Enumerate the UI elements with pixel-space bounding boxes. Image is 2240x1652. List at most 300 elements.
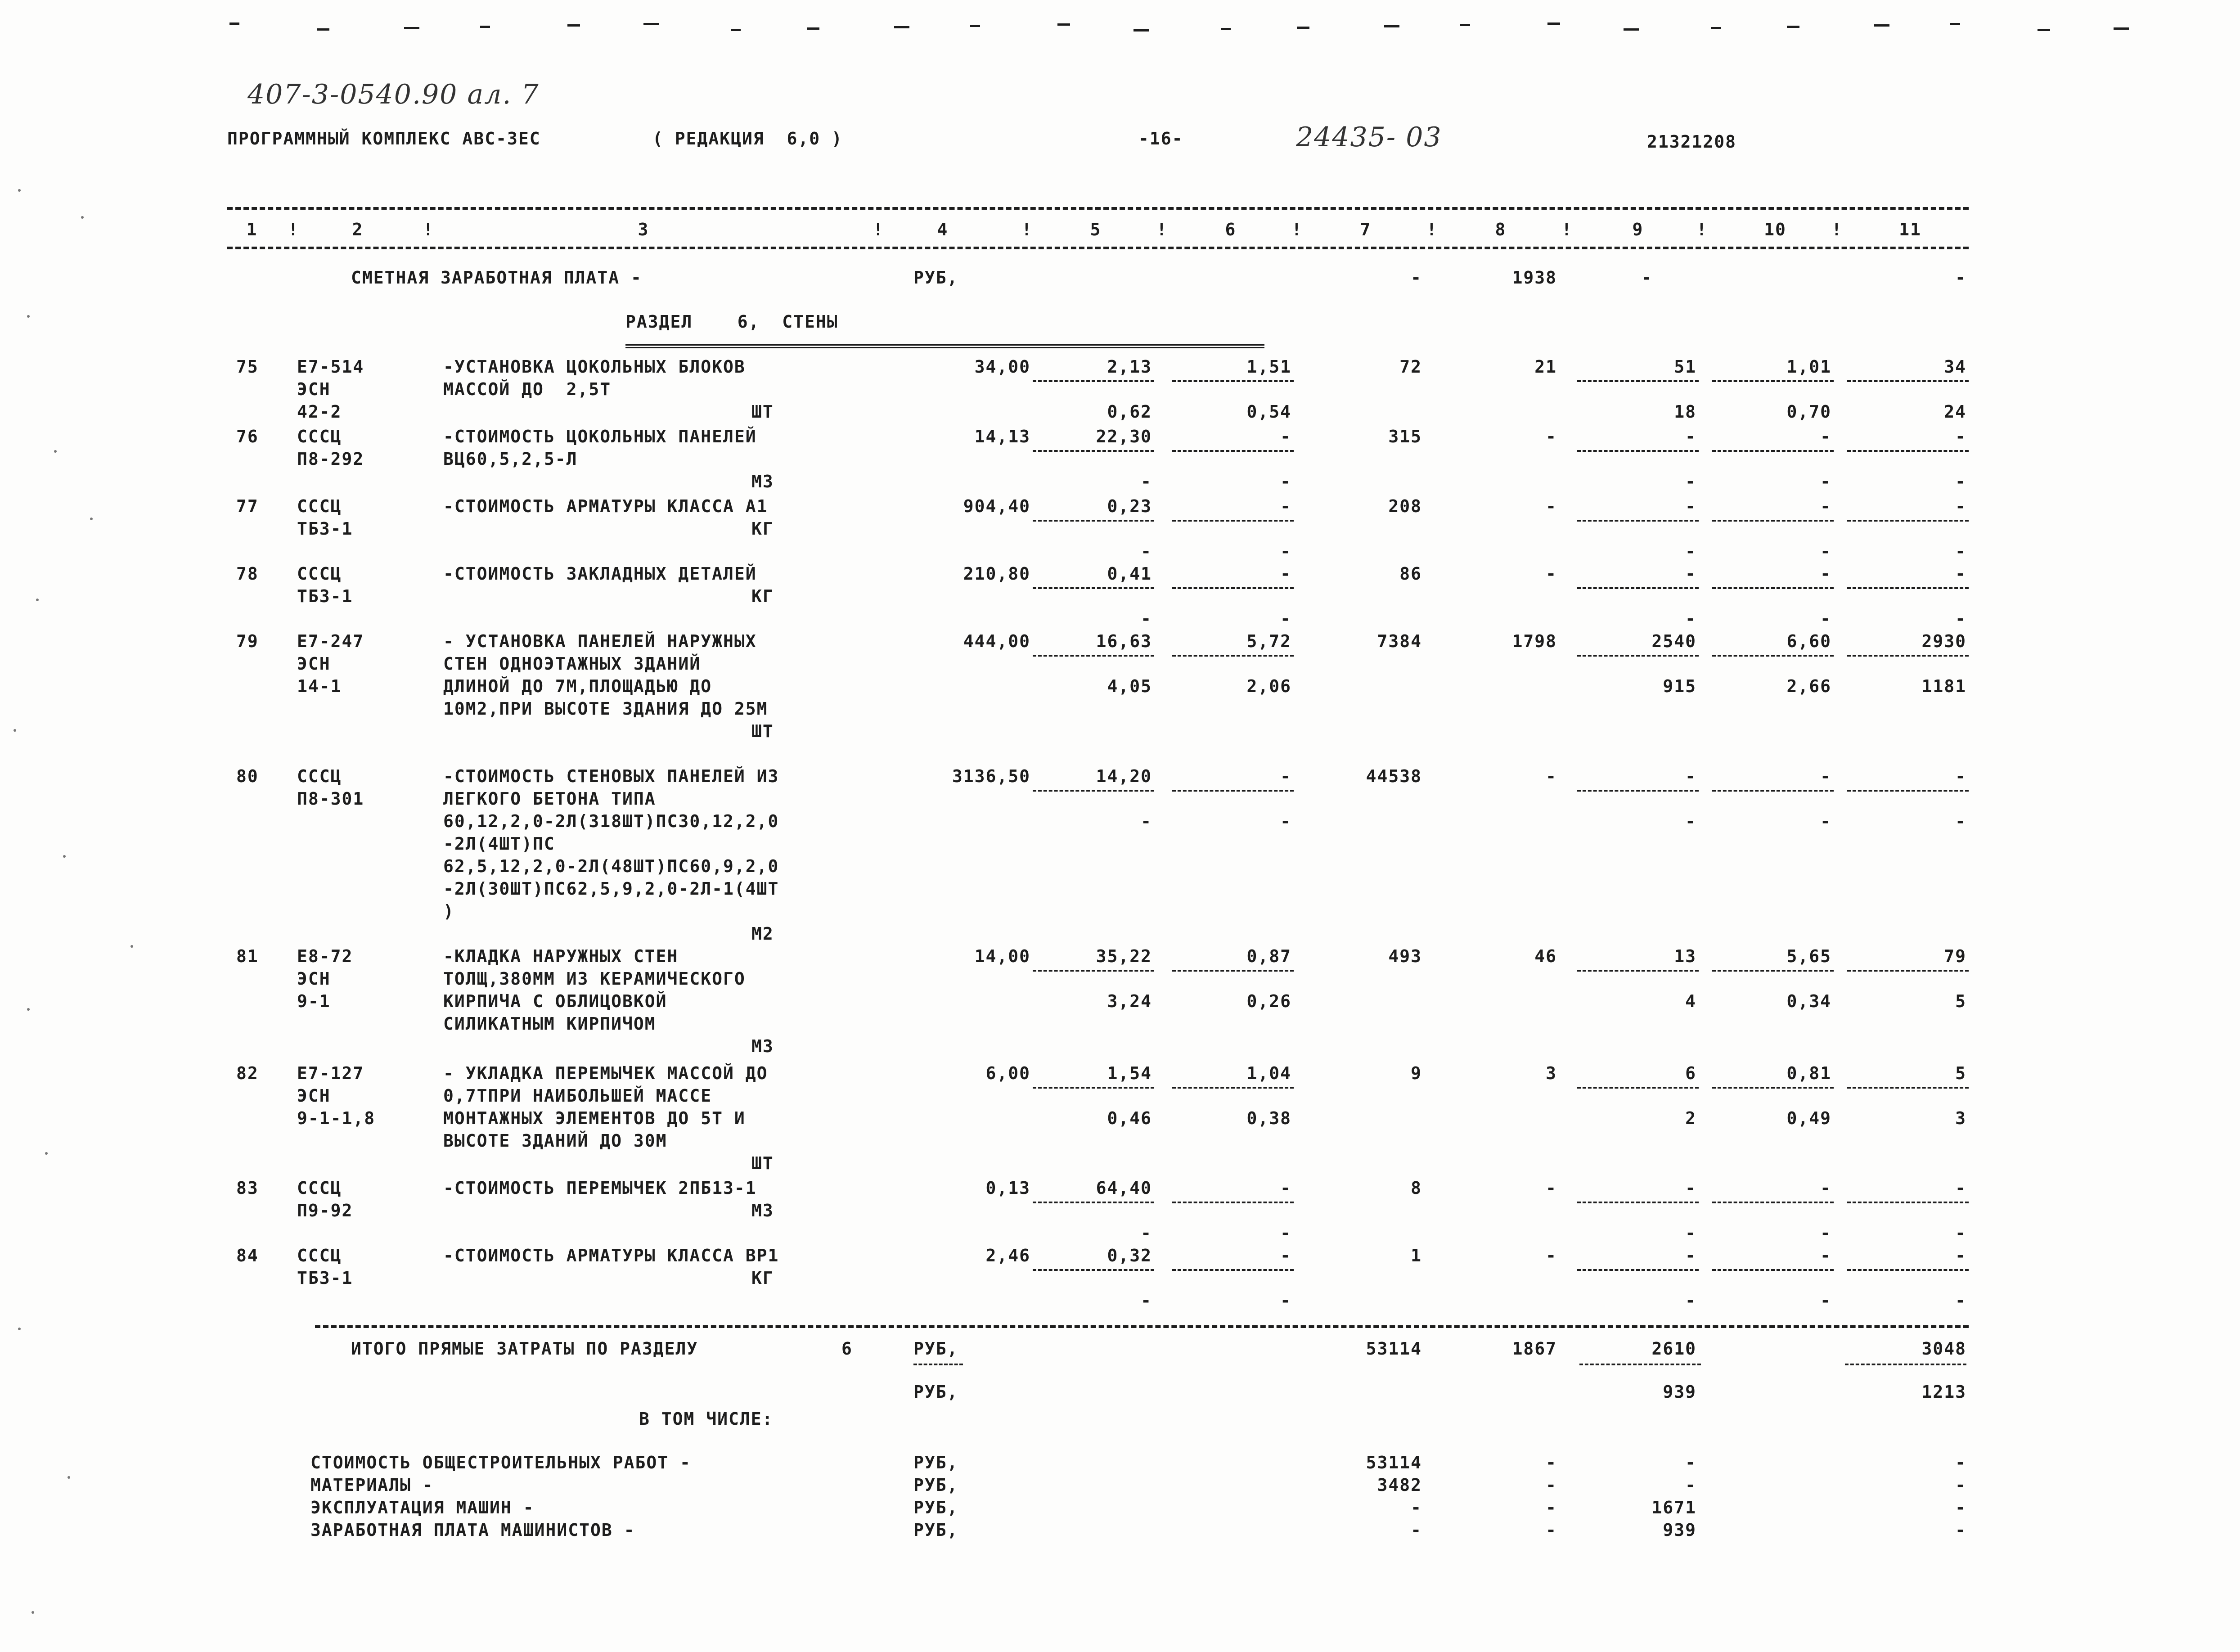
edge-dash xyxy=(1460,24,1470,26)
row-c10-underline xyxy=(1712,1087,1834,1089)
row-code-line: 9-1 xyxy=(297,991,331,1011)
row-c6-underline xyxy=(1172,790,1294,792)
wage-c8: 1938 xyxy=(1512,268,1557,288)
column-separator: ! xyxy=(1831,220,1843,239)
row-c10: - xyxy=(1820,496,1831,516)
row-c11-underline xyxy=(1847,1087,1969,1089)
row-c11-underline xyxy=(1847,587,1969,589)
edge-dash xyxy=(1133,29,1149,32)
row-c10b: - xyxy=(1820,811,1831,831)
row-description-line: ЛЕГКОГО БЕТОНА ТИПА xyxy=(443,789,656,809)
row-code-line: ЭСН xyxy=(297,1086,331,1106)
row-c11-underline xyxy=(1847,1269,1969,1271)
row-c11b: - xyxy=(1955,1223,1966,1243)
row-c7: 1 xyxy=(1411,1246,1422,1265)
row-c7: 493 xyxy=(1388,946,1422,966)
total-c8: 1867 xyxy=(1512,1339,1557,1359)
row-unit: М3 xyxy=(751,472,774,491)
row-c6: - xyxy=(1280,766,1291,786)
edge-dash xyxy=(1057,23,1070,26)
scan-speck xyxy=(18,189,21,192)
row-c10: 0,81 xyxy=(1786,1063,1831,1083)
col-num-9: 9 xyxy=(1632,220,1644,239)
edge-dash xyxy=(1384,25,1399,27)
row-description-line: - УКЛАДКА ПЕРЕМЫЧЕК МАССОЙ ДО xyxy=(443,1063,768,1083)
row-c8: - xyxy=(1546,496,1557,516)
row-c10b: 0,70 xyxy=(1786,402,1831,422)
row-c10-underline xyxy=(1712,790,1834,792)
handwritten-number: 24435- 03 xyxy=(1296,122,1442,153)
column-separator: ! xyxy=(1426,220,1438,239)
row-c7: 315 xyxy=(1388,427,1422,446)
edge-dash xyxy=(970,25,980,27)
row-c10-underline xyxy=(1712,380,1834,382)
scan-speck xyxy=(54,450,57,453)
breakdown-c11: - xyxy=(1955,1498,1966,1517)
row-c9b: - xyxy=(1685,609,1696,629)
row-c10b: 2,66 xyxy=(1786,676,1831,696)
row-c11b: - xyxy=(1955,1291,1966,1310)
row-c5b: 0,46 xyxy=(1107,1108,1152,1128)
breakdown-c11: - xyxy=(1955,1520,1966,1540)
row-c9: 13 xyxy=(1674,946,1696,966)
row-c5-underline xyxy=(1033,970,1154,972)
row-description-line: - УСТАНОВКА ПАНЕЛЕЙ НАРУЖНЫХ xyxy=(443,631,757,651)
row-c6b: - xyxy=(1280,541,1291,561)
row-c11-underline xyxy=(1847,655,1969,657)
wage-c7: - xyxy=(1411,268,1422,288)
edge-dash xyxy=(1547,23,1560,25)
row-c7: 7384 xyxy=(1377,631,1422,651)
row-c8: 21 xyxy=(1534,357,1557,377)
row-c5: 14,20 xyxy=(1096,766,1152,786)
row-c5b: - xyxy=(1141,541,1152,561)
edition-label: ( РЕДАКЦИЯ 6,0 ) xyxy=(652,129,843,149)
col-num-1: 1 xyxy=(246,220,258,239)
edge-dash xyxy=(2114,27,2129,30)
edge-dash xyxy=(643,23,659,25)
row-c10b: - xyxy=(1820,472,1831,491)
row-c5: 16,63 xyxy=(1096,631,1152,651)
row-description-line: -УСТАНОВКА ЦОКОЛЬНЫХ БЛОКОВ xyxy=(443,357,746,377)
wage-c11: - xyxy=(1955,268,1966,288)
row-c10: - xyxy=(1820,1246,1831,1265)
column-separator: ! xyxy=(423,220,434,239)
row-c6b: - xyxy=(1280,609,1291,629)
row-c6: - xyxy=(1280,427,1291,446)
row-c6-underline xyxy=(1172,1087,1294,1089)
row-c10-underline xyxy=(1712,587,1834,589)
row-unit: ШТ xyxy=(751,721,774,741)
breakdown-label: СТОИМОСТЬ ОБЩЕСТРОИТЕЛЬНЫХ РАБОТ - xyxy=(310,1453,691,1472)
total-c7: 53114 xyxy=(1366,1339,1422,1359)
row-c6-underline xyxy=(1172,587,1294,589)
row-c6b: 0,54 xyxy=(1246,402,1291,422)
row-code-line: П8-292 xyxy=(297,449,364,469)
row-c5-underline xyxy=(1033,790,1154,792)
row-c9-underline xyxy=(1577,970,1699,972)
row-c4: 14,13 xyxy=(974,427,1030,446)
row-code-line: 9-1-1,8 xyxy=(297,1108,376,1128)
breakdown-c7: - xyxy=(1411,1520,1422,1540)
row-c9: - xyxy=(1685,496,1696,516)
row-c5-underline xyxy=(1033,1269,1154,1271)
row-c5: 2,13 xyxy=(1107,357,1152,377)
row-c6-underline xyxy=(1172,970,1294,972)
row-code-line: Е7-247 xyxy=(297,631,364,651)
handwritten-code: 407-3-0540.90 ал. 7 xyxy=(247,79,540,110)
breakdown-unit: РУБ, xyxy=(913,1453,958,1472)
row-code-line: СССЦ xyxy=(297,496,342,516)
row-c6b: 0,26 xyxy=(1246,991,1291,1011)
breakdown-c9: - xyxy=(1685,1475,1696,1495)
row-c5: 0,23 xyxy=(1107,496,1152,516)
row-c6-underline xyxy=(1172,520,1294,522)
row-c6: 1,51 xyxy=(1246,357,1291,377)
row-c6: 0,87 xyxy=(1246,946,1291,966)
row-c5-underline xyxy=(1033,1202,1154,1203)
row-c9b: - xyxy=(1685,1223,1696,1243)
row-c10b: - xyxy=(1820,1223,1831,1243)
breakdown-c9: 1671 xyxy=(1651,1498,1696,1517)
row-c6: - xyxy=(1280,1178,1291,1198)
row-c6b: - xyxy=(1280,1291,1291,1310)
row-unit: КГ xyxy=(751,586,774,606)
col-num-8: 8 xyxy=(1495,220,1507,239)
row-c10b: - xyxy=(1820,541,1831,561)
edge-dash xyxy=(567,24,580,27)
row-c7: 8 xyxy=(1411,1178,1422,1198)
row-c11: - xyxy=(1955,496,1966,516)
row-c7: 44538 xyxy=(1366,766,1422,786)
scan-speck xyxy=(36,599,39,601)
wage-label: СМЕТНАЯ ЗАРАБОТНАЯ ПЛАТА - xyxy=(351,268,642,288)
row-description-line: -2Л(4ШТ)ПС xyxy=(443,834,555,854)
row-description-line: ) xyxy=(443,901,454,921)
row-description-line: -СТОИМОСТЬ ЗАКЛАДНЫХ ДЕТАЛЕЙ xyxy=(443,564,757,584)
section-title: РАЗДЕЛ 6, СТЕНЫ xyxy=(625,312,838,332)
row-c9: - xyxy=(1685,1178,1696,1198)
row-c10: - xyxy=(1820,427,1831,446)
row-c9b: - xyxy=(1685,811,1696,831)
row-number: 78 xyxy=(236,564,259,584)
row-c9b: - xyxy=(1685,1291,1696,1310)
row-description-line: -СТОИМОСТЬ АРМАТУРЫ КЛАССА ВР1 xyxy=(443,1246,779,1265)
row-c6: - xyxy=(1280,496,1291,516)
scan-speck xyxy=(31,1611,34,1614)
row-description-line: МАССОЙ ДО 2,5Т xyxy=(443,379,612,399)
row-c6-underline xyxy=(1172,380,1294,382)
row-c6-underline xyxy=(1172,1269,1294,1271)
row-c5b: - xyxy=(1141,472,1152,491)
scan-speck xyxy=(18,1328,21,1330)
program-title: ПРОГРАММНЫЙ КОМПЛЕКС АВС-3ЕС xyxy=(227,129,541,149)
row-c10: 5,65 xyxy=(1786,946,1831,966)
row-c5: 64,40 xyxy=(1096,1178,1152,1198)
edge-dash xyxy=(1787,26,1799,28)
edge-dash xyxy=(731,29,741,31)
row-number: 75 xyxy=(236,357,259,377)
row-unit: ШТ xyxy=(751,1153,774,1173)
row-description-line: ТОЛЩ,380ММ ИЗ КЕРАМИЧЕСКОГО xyxy=(443,969,746,989)
row-code-line: ЭСН xyxy=(297,379,331,399)
row-description-line: СТЕН ОДНОЭТАЖНЫХ ЗДАНИЙ xyxy=(443,654,701,674)
total-label: ИТОГО ПРЯМЫЕ ЗАТРАТЫ ПО РАЗДЕЛУ xyxy=(351,1339,698,1359)
row-c8: - xyxy=(1546,1178,1557,1198)
row-c6b: - xyxy=(1280,1223,1291,1243)
row-c8: - xyxy=(1546,564,1557,584)
breakdown-c9: 939 xyxy=(1663,1520,1696,1540)
breakdown-c8: - xyxy=(1546,1475,1557,1495)
row-code-line: Е8-72 xyxy=(297,946,353,966)
row-c9-underline xyxy=(1577,655,1699,657)
row-c6b: 0,38 xyxy=(1246,1108,1291,1128)
edge-dash xyxy=(404,27,419,29)
row-c10: - xyxy=(1820,564,1831,584)
row-c11: - xyxy=(1955,1178,1966,1198)
column-separator: ! xyxy=(1021,220,1033,239)
row-c11-underline xyxy=(1847,520,1969,522)
total-c11: 3048 xyxy=(1921,1339,1966,1359)
edge-dash xyxy=(1950,23,1960,25)
row-c9-underline xyxy=(1577,450,1699,452)
row-c5b: 0,62 xyxy=(1107,402,1152,422)
row-c4: 3136,50 xyxy=(952,766,1030,786)
row-code-line: 14-1 xyxy=(297,676,342,696)
col-num-7: 7 xyxy=(1360,220,1372,239)
row-c5b: - xyxy=(1141,811,1152,831)
row-code-line: СССЦ xyxy=(297,1178,342,1198)
row-c10b: 0,49 xyxy=(1786,1108,1831,1128)
row-c11-underline xyxy=(1847,1202,1969,1203)
total-unit-underline xyxy=(913,1364,963,1365)
total-rule xyxy=(315,1325,1969,1328)
breakdown-unit: РУБ, xyxy=(913,1475,958,1495)
row-c9b: - xyxy=(1685,472,1696,491)
row-c11: - xyxy=(1955,427,1966,446)
total-section: 6 xyxy=(841,1339,853,1359)
breakdown-c8: - xyxy=(1546,1520,1557,1540)
row-c6-underline xyxy=(1172,655,1294,657)
row-c9-underline xyxy=(1577,587,1699,589)
row-c10: - xyxy=(1820,1178,1831,1198)
column-separator: ! xyxy=(1291,220,1303,239)
total-unit: РУБ, xyxy=(913,1339,958,1359)
row-c5: 22,30 xyxy=(1096,427,1152,446)
row-c8: 1798 xyxy=(1512,631,1557,651)
row-number: 84 xyxy=(236,1246,259,1265)
row-c11b: - xyxy=(1955,541,1966,561)
row-number: 80 xyxy=(236,766,259,786)
row-c11: 34 xyxy=(1944,357,1966,377)
section-title-underline xyxy=(625,344,1264,348)
total-c9: 2610 xyxy=(1651,1339,1696,1359)
row-code-line: СССЦ xyxy=(297,427,342,446)
breakdown-c7: - xyxy=(1411,1498,1422,1517)
row-description-line: -СТОИМОСТЬ АРМАТУРЫ КЛАССА А1 xyxy=(443,496,768,516)
row-code-line: ТБ3-1 xyxy=(297,586,353,606)
breakdown-c11: - xyxy=(1955,1475,1966,1495)
breakdown-c7: 53114 xyxy=(1366,1453,1422,1472)
edge-dash xyxy=(807,27,819,30)
row-code-line: П8-301 xyxy=(297,789,364,809)
row-c11-underline xyxy=(1847,450,1969,452)
row-c10-underline xyxy=(1712,1269,1834,1271)
column-separator: ! xyxy=(873,220,884,239)
row-description-line: ВЫСОТЕ ЗДАНИЙ ДО 30М xyxy=(443,1131,667,1151)
col-num-5: 5 xyxy=(1090,220,1102,239)
row-c6-underline xyxy=(1172,1202,1294,1203)
scan-speck xyxy=(27,315,30,318)
row-code-line: СССЦ xyxy=(297,564,342,584)
row-c6: - xyxy=(1280,564,1291,584)
row-c4: 34,00 xyxy=(974,357,1030,377)
row-c10b: 0,34 xyxy=(1786,991,1831,1011)
row-code-line: СССЦ xyxy=(297,766,342,786)
row-c9: - xyxy=(1685,564,1696,584)
page-number: -16- xyxy=(1138,129,1183,149)
row-c5b: - xyxy=(1141,1223,1152,1243)
breakdown-c9: - xyxy=(1685,1453,1696,1472)
total-c9-underline xyxy=(1579,1364,1701,1365)
row-c10: 1,01 xyxy=(1786,357,1831,377)
row-unit: КГ xyxy=(751,519,774,539)
edge-dash xyxy=(1874,24,1889,27)
row-code-line: ТБ3-1 xyxy=(297,1268,353,1288)
col-num-2: 2 xyxy=(352,220,364,239)
row-c9b: 18 xyxy=(1674,402,1696,422)
row-c5: 35,22 xyxy=(1096,946,1152,966)
row-description-line: 60,12,2,0-2Л(318ШТ)ПС30,12,2,0 xyxy=(443,811,779,831)
row-c9: 6 xyxy=(1685,1063,1696,1083)
edge-dash xyxy=(2038,29,2050,31)
row-c5b: - xyxy=(1141,1291,1152,1310)
row-c9-underline xyxy=(1577,1087,1699,1089)
row-number: 81 xyxy=(236,946,259,966)
breakdown-unit: РУБ, xyxy=(913,1498,958,1517)
row-code-line: 42-2 xyxy=(297,402,342,422)
total-c9b: 939 xyxy=(1663,1382,1696,1402)
row-c7: 72 xyxy=(1399,357,1422,377)
row-number: 79 xyxy=(236,631,259,651)
row-c11: 2930 xyxy=(1921,631,1966,651)
row-description-line: 10М2,ПРИ ВЫСОТЕ ЗДАНИЯ ДО 25М xyxy=(443,699,768,719)
col-num-11: 11 xyxy=(1899,220,1921,239)
row-description-line: МОНТАЖНЫХ ЭЛЕМЕНТОВ ДО 5Т И xyxy=(443,1108,746,1128)
scan-speck xyxy=(63,855,66,858)
row-c10b: - xyxy=(1820,609,1831,629)
row-code-line: Е7-514 xyxy=(297,357,364,377)
col-num-6: 6 xyxy=(1225,220,1237,239)
row-c11b: 24 xyxy=(1944,402,1966,422)
row-description-line: -2Л(30ШТ)ПС62,5,9,2,0-2Л-1(4ШТ xyxy=(443,879,779,899)
row-c4: 210,80 xyxy=(963,564,1030,584)
row-description-line: СИЛИКАТНЫМ КИРПИЧОМ xyxy=(443,1014,656,1034)
scan-speck xyxy=(27,1008,30,1011)
breakdown-label: ЗАРАБОТНАЯ ПЛАТА МАШИНИСТОВ - xyxy=(310,1520,635,1540)
row-unit: М2 xyxy=(751,924,774,944)
row-description-line: 0,7ТПРИ НАИБОЛЬШЕЙ МАССЕ xyxy=(443,1086,712,1106)
row-c4: 6,00 xyxy=(985,1063,1030,1083)
row-c9-underline xyxy=(1577,790,1699,792)
row-code-line: ТБ3-1 xyxy=(297,519,353,539)
row-c10-underline xyxy=(1712,655,1834,657)
edge-dash xyxy=(1297,27,1309,29)
row-code-line: ЭСН xyxy=(297,969,331,989)
row-c4: 2,46 xyxy=(985,1246,1030,1265)
scan-speck xyxy=(45,1152,48,1155)
row-c11-underline xyxy=(1847,380,1969,382)
row-c11b: - xyxy=(1955,609,1966,629)
row-c9-underline xyxy=(1577,1202,1699,1203)
edge-dash xyxy=(1221,28,1231,30)
row-c10-underline xyxy=(1712,450,1834,452)
row-c11-underline xyxy=(1847,970,1969,972)
row-c10-underline xyxy=(1712,970,1834,972)
row-c11: 5 xyxy=(1955,1063,1966,1083)
row-description-line: КИРПИЧА С ОБЛИЦОВКОЙ xyxy=(443,991,667,1011)
row-description-line: -КЛАДКА НАРУЖНЫХ СТЕН xyxy=(443,946,679,966)
row-c6: - xyxy=(1280,1246,1291,1265)
row-unit: КГ xyxy=(751,1268,774,1288)
row-description-line: -СТОИМОСТЬ ЦОКОЛЬНЫХ ПАНЕЛЕЙ xyxy=(443,427,757,446)
row-c9b: - xyxy=(1685,541,1696,561)
row-number: 82 xyxy=(236,1063,259,1083)
row-c6: 5,72 xyxy=(1246,631,1291,651)
row-c7: 86 xyxy=(1399,564,1422,584)
row-c9-underline xyxy=(1577,520,1699,522)
row-c6b: 2,06 xyxy=(1246,676,1291,696)
row-c6b: - xyxy=(1280,472,1291,491)
row-c4: 904,40 xyxy=(963,496,1030,516)
row-c9: - xyxy=(1685,766,1696,786)
row-code-line: Е7-127 xyxy=(297,1063,364,1083)
row-c10: 6,60 xyxy=(1786,631,1831,651)
row-c5b: 3,24 xyxy=(1107,991,1152,1011)
row-c8: 46 xyxy=(1534,946,1557,966)
row-c9: - xyxy=(1685,1246,1696,1265)
row-c11b: 3 xyxy=(1955,1108,1966,1128)
row-c10b: - xyxy=(1820,1291,1831,1310)
breakdown-c7: 3482 xyxy=(1377,1475,1422,1495)
breakdown-c11: - xyxy=(1955,1453,1966,1472)
column-separator: ! xyxy=(1561,220,1573,239)
row-c10-underline xyxy=(1712,520,1834,522)
row-c11b: - xyxy=(1955,811,1966,831)
row-c4: 444,00 xyxy=(963,631,1030,651)
header-top-rule xyxy=(227,207,1969,210)
row-unit: ШТ xyxy=(751,402,774,422)
row-c5b: 4,05 xyxy=(1107,676,1152,696)
total-c11-underline xyxy=(1845,1364,1966,1365)
row-c5-underline xyxy=(1033,587,1154,589)
row-c7: 208 xyxy=(1388,496,1422,516)
row-c5b: - xyxy=(1141,609,1152,629)
document-number: 21321208 xyxy=(1647,132,1737,152)
breakdown-label: ЭКСПЛУАТАЦИЯ МАШИН - xyxy=(310,1498,535,1517)
row-c4: 14,00 xyxy=(974,946,1030,966)
row-number: 77 xyxy=(236,496,259,516)
col-num-10: 10 xyxy=(1764,220,1786,239)
row-c8: - xyxy=(1546,427,1557,446)
row-c5: 0,41 xyxy=(1107,564,1152,584)
row-c4: 0,13 xyxy=(985,1178,1030,1198)
row-c5: 0,32 xyxy=(1107,1246,1152,1265)
row-description-line: 62,5,12,2,0-2Л(48ШТ)ПС60,9,2,0 xyxy=(443,856,779,876)
row-c8: - xyxy=(1546,1246,1557,1265)
row-c9: 2540 xyxy=(1651,631,1696,651)
breakdown-unit: РУБ, xyxy=(913,1520,958,1540)
